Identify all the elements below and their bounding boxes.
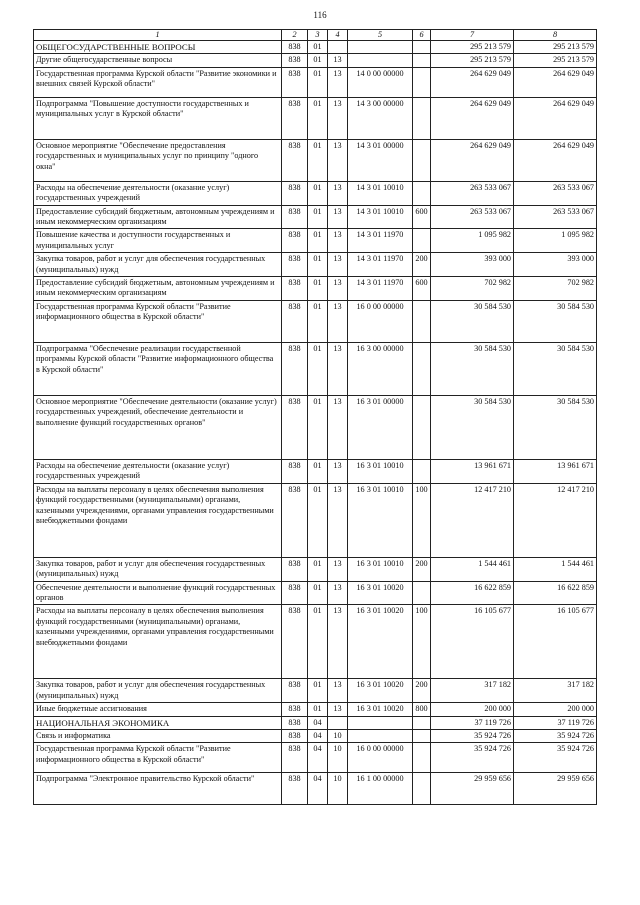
- amount-col-8: 393 000: [514, 253, 597, 277]
- section-code: 04: [308, 743, 328, 773]
- section-code: 04: [308, 729, 328, 742]
- table-row: [34, 300, 597, 342]
- col-header-1: 1: [34, 30, 282, 41]
- row-label: Предоставление субсидий бюджетным, автономным учреждениям и иным некоммерческим организациям: [34, 277, 282, 301]
- target-article-code: 16 3 01 10020: [348, 605, 413, 679]
- table-row: [34, 581, 597, 605]
- section-code: 01: [308, 459, 328, 483]
- ministry-code: 838: [282, 459, 308, 483]
- table-row: [34, 773, 597, 805]
- section-code: 01: [308, 581, 328, 605]
- amount-col-7: 393 000: [431, 253, 514, 277]
- row-label: Государственная программа Курской области "Развитие информационного общества в Курской области": [34, 743, 282, 773]
- row-label: Обеспечение деятельности и выполнение функций государственных органов: [34, 581, 282, 605]
- amount-col-7: 264 629 049: [431, 97, 514, 139]
- amount-col-8: 37 119 726: [514, 716, 597, 729]
- target-article-code: 14 3 01 11970: [348, 277, 413, 301]
- table-row: [34, 67, 597, 97]
- amount-col-7: 16 622 859: [431, 581, 514, 605]
- ministry-code: 838: [282, 557, 308, 581]
- col-header-4: 4: [328, 30, 348, 41]
- subsection-code: 13: [328, 342, 348, 395]
- section-code: 01: [308, 229, 328, 253]
- expense-type-code: [413, 67, 431, 97]
- amount-col-8: 12 417 210: [514, 483, 597, 557]
- amount-col-8: 702 982: [514, 277, 597, 301]
- amount-col-8: 16 105 677: [514, 605, 597, 679]
- target-article-code: 14 0 00 00000: [348, 67, 413, 97]
- ministry-code: 838: [282, 395, 308, 459]
- subsection-code: 13: [328, 679, 348, 703]
- target-article-code: 16 3 01 10020: [348, 703, 413, 716]
- subsection-code: 13: [328, 277, 348, 301]
- amount-col-8: 317 182: [514, 679, 597, 703]
- table-row: [34, 395, 597, 459]
- subsection-code: 13: [328, 703, 348, 716]
- ministry-code: 838: [282, 139, 308, 181]
- table-row: [34, 342, 597, 395]
- section-code: 04: [308, 773, 328, 805]
- amount-col-8: 1 544 461: [514, 557, 597, 581]
- amount-col-8: 30 584 530: [514, 395, 597, 459]
- ministry-code: 838: [282, 67, 308, 97]
- row-label: Подпрограмма "Электронное правительство Курской области": [34, 773, 282, 805]
- target-article-code: 16 3 01 10010: [348, 557, 413, 581]
- amount-col-8: 29 959 656: [514, 773, 597, 805]
- amount-col-8: 263 533 067: [514, 181, 597, 205]
- expense-type-code: 200: [413, 253, 431, 277]
- amount-col-8: 13 961 671: [514, 459, 597, 483]
- amount-col-7: 264 629 049: [431, 139, 514, 181]
- table-row: [34, 229, 597, 253]
- ministry-code: 838: [282, 229, 308, 253]
- subsection-code: 13: [328, 300, 348, 342]
- section-code: 01: [308, 67, 328, 97]
- subsection-code: 13: [328, 229, 348, 253]
- section-code: 01: [308, 54, 328, 67]
- target-article-code: 14 3 01 00000: [348, 139, 413, 181]
- row-label: Расходы на выплаты персоналу в целях обеспечения выполнения функций государственными (муниципальными) органами, казенными учреждениями, органами управления государственными внебюджетными фондами: [34, 605, 282, 679]
- row-label: Расходы на обеспечение деятельности (оказание услуг) государственных учреждений: [34, 181, 282, 205]
- expense-type-code: [413, 41, 431, 54]
- row-label: Иные бюджетные ассигнования: [34, 703, 282, 716]
- amount-col-7: 200 000: [431, 703, 514, 716]
- amount-col-7: 35 924 726: [431, 729, 514, 742]
- row-label: Государственная программа Курской области "Развитие информационного общества в Курской области": [34, 300, 282, 342]
- amount-col-8: 35 924 726: [514, 743, 597, 773]
- expense-type-code: [413, 581, 431, 605]
- row-label: ОБЩЕГОСУДАРСТВЕННЫЕ ВОПРОСЫ: [34, 41, 282, 54]
- subsection-code: 13: [328, 459, 348, 483]
- subsection-code: 13: [328, 67, 348, 97]
- ministry-code: 838: [282, 729, 308, 742]
- ministry-code: 838: [282, 205, 308, 229]
- table-row: [34, 97, 597, 139]
- subsection-code: 13: [328, 581, 348, 605]
- expense-type-code: [413, 773, 431, 805]
- row-label: Закупка товаров, работ и услуг для обеспечения государственных (муниципальных) нужд: [34, 679, 282, 703]
- amount-col-7: 35 924 726: [431, 743, 514, 773]
- col-header-7: 7: [431, 30, 514, 41]
- subsection-code: 13: [328, 253, 348, 277]
- subsection-code: 13: [328, 557, 348, 581]
- target-article-code: [348, 729, 413, 742]
- target-article-code: 16 3 01 10010: [348, 459, 413, 483]
- amount-col-8: 30 584 530: [514, 300, 597, 342]
- amount-col-7: 295 213 579: [431, 41, 514, 54]
- expense-type-code: [413, 139, 431, 181]
- ministry-code: 838: [282, 342, 308, 395]
- col-header-6: 6: [413, 30, 431, 41]
- target-article-code: 16 0 00 00000: [348, 743, 413, 773]
- target-article-code: 14 3 00 00000: [348, 97, 413, 139]
- ministry-code: 838: [282, 679, 308, 703]
- expense-type-code: 600: [413, 277, 431, 301]
- section-code: 01: [308, 557, 328, 581]
- target-article-code: [348, 716, 413, 729]
- expense-type-code: [413, 729, 431, 742]
- ministry-code: 838: [282, 483, 308, 557]
- row-label: Закупка товаров, работ и услуг для обеспечения государственных (муниципальных) нужд: [34, 253, 282, 277]
- section-code: 01: [308, 97, 328, 139]
- expense-type-code: 100: [413, 483, 431, 557]
- amount-col-8: 200 000: [514, 703, 597, 716]
- table-row: [34, 41, 597, 54]
- ministry-code: 838: [282, 703, 308, 716]
- section-code: 01: [308, 205, 328, 229]
- ministry-code: 838: [282, 743, 308, 773]
- ministry-code: 838: [282, 97, 308, 139]
- section-code: 01: [308, 605, 328, 679]
- table-row: [34, 729, 597, 742]
- amount-col-8: 295 213 579: [514, 54, 597, 67]
- table-row: [34, 277, 597, 301]
- subsection-code: 10: [328, 729, 348, 742]
- col-header-8: 8: [514, 30, 597, 41]
- amount-col-7: 30 584 530: [431, 395, 514, 459]
- section-code: 01: [308, 703, 328, 716]
- expense-type-code: [413, 743, 431, 773]
- ministry-code: 838: [282, 605, 308, 679]
- expense-type-code: [413, 395, 431, 459]
- section-code: 01: [308, 342, 328, 395]
- col-header-2: 2: [282, 30, 308, 41]
- target-article-code: 16 0 00 00000: [348, 300, 413, 342]
- ministry-code: 838: [282, 54, 308, 67]
- section-code: 04: [308, 716, 328, 729]
- row-label: Основное мероприятие "Обеспечение деятельности (оказание услуг) государственных учреждений, обеспечение деятельности и выполнение функций государственных органов": [34, 395, 282, 459]
- amount-col-7: 37 119 726: [431, 716, 514, 729]
- expense-type-code: [413, 459, 431, 483]
- amount-col-7: 1 095 982: [431, 229, 514, 253]
- amount-col-7: 29 959 656: [431, 773, 514, 805]
- amount-col-7: 12 417 210: [431, 483, 514, 557]
- ministry-code: 838: [282, 41, 308, 54]
- expense-type-code: [413, 716, 431, 729]
- target-article-code: 16 1 00 00000: [348, 773, 413, 805]
- amount-col-7: 264 629 049: [431, 67, 514, 97]
- amount-col-7: 263 533 067: [431, 205, 514, 229]
- section-code: 01: [308, 253, 328, 277]
- amount-col-8: 264 629 049: [514, 97, 597, 139]
- expense-type-code: [413, 229, 431, 253]
- table-row: [34, 54, 597, 67]
- row-label: НАЦИОНАЛЬНАЯ ЭКОНОМИКА: [34, 716, 282, 729]
- expense-type-code: 200: [413, 679, 431, 703]
- column-number-row: [34, 30, 597, 41]
- subsection-code: 10: [328, 743, 348, 773]
- amount-col-7: 317 182: [431, 679, 514, 703]
- table-body: [34, 41, 597, 805]
- subsection-code: 13: [328, 139, 348, 181]
- col-header-3: 3: [308, 30, 328, 41]
- row-label: Закупка товаров, работ и услуг для обеспечения государственных (муниципальных) нужд: [34, 557, 282, 581]
- row-label: Предоставление субсидий бюджетным, автономным учреждениям и иным некоммерческим организациям: [34, 205, 282, 229]
- ministry-code: 838: [282, 581, 308, 605]
- row-label: Расходы на обеспечение деятельности (оказание услуг) государственных учреждений: [34, 459, 282, 483]
- table-row: [34, 253, 597, 277]
- subsection-code: [328, 41, 348, 54]
- amount-col-8: 16 622 859: [514, 581, 597, 605]
- table-row: [34, 679, 597, 703]
- row-label: Повышение качества и доступности государственных и муниципальных услуг: [34, 229, 282, 253]
- amount-col-8: 264 629 049: [514, 139, 597, 181]
- row-label: Государственная программа Курской области "Развитие экономики и внешних связей Курской области": [34, 67, 282, 97]
- expense-type-code: 200: [413, 557, 431, 581]
- table-row: [34, 557, 597, 581]
- target-article-code: 16 3 01 10020: [348, 581, 413, 605]
- section-code: 01: [308, 483, 328, 557]
- ministry-code: 838: [282, 253, 308, 277]
- expense-type-code: 600: [413, 205, 431, 229]
- amount-col-7: 702 982: [431, 277, 514, 301]
- table-row: [34, 605, 597, 679]
- target-article-code: 14 3 01 11970: [348, 253, 413, 277]
- amount-col-7: 30 584 530: [431, 300, 514, 342]
- table-row: [34, 181, 597, 205]
- section-code: 01: [308, 139, 328, 181]
- section-code: 01: [308, 300, 328, 342]
- ministry-code: 838: [282, 300, 308, 342]
- ministry-code: 838: [282, 716, 308, 729]
- subsection-code: 10: [328, 773, 348, 805]
- subsection-code: 13: [328, 205, 348, 229]
- table-row: [34, 205, 597, 229]
- target-article-code: 16 3 01 00000: [348, 395, 413, 459]
- section-code: 01: [308, 41, 328, 54]
- target-article-code: 16 3 01 10020: [348, 679, 413, 703]
- amount-col-8: 1 095 982: [514, 229, 597, 253]
- table-row: [34, 703, 597, 716]
- subsection-code: 13: [328, 54, 348, 67]
- section-code: 01: [308, 181, 328, 205]
- amount-col-7: 263 533 067: [431, 181, 514, 205]
- row-label: Другие общегосударственные вопросы: [34, 54, 282, 67]
- target-article-code: 14 3 01 10010: [348, 205, 413, 229]
- section-code: 01: [308, 395, 328, 459]
- ministry-code: 838: [282, 773, 308, 805]
- amount-col-8: 35 924 726: [514, 729, 597, 742]
- subsection-code: 13: [328, 483, 348, 557]
- subsection-code: 13: [328, 181, 348, 205]
- amount-col-7: 295 213 579: [431, 54, 514, 67]
- amount-col-7: 30 584 530: [431, 342, 514, 395]
- subsection-code: 13: [328, 97, 348, 139]
- row-label: Подпрограмма "Повышение доступности государственных и муниципальных услуг в Курской области": [34, 97, 282, 139]
- subsection-code: [328, 716, 348, 729]
- col-header-5: 5: [348, 30, 413, 41]
- target-article-code: 14 3 01 10010: [348, 181, 413, 205]
- expense-type-code: [413, 97, 431, 139]
- row-label: Расходы на выплаты персоналу в целях обеспечения выполнения функций государственными (муниципальными) органами, казенными учреждениями, органами управления государственными внебюджетными фондами: [34, 483, 282, 557]
- target-article-code: [348, 41, 413, 54]
- amount-col-7: 1 544 461: [431, 557, 514, 581]
- table-row: [34, 743, 597, 773]
- amount-col-8: 295 213 579: [514, 41, 597, 54]
- amount-col-7: 16 105 677: [431, 605, 514, 679]
- subsection-code: 13: [328, 395, 348, 459]
- ministry-code: 838: [282, 181, 308, 205]
- row-label: Связь и информатика: [34, 729, 282, 742]
- target-article-code: 16 3 01 10010: [348, 483, 413, 557]
- target-article-code: [348, 54, 413, 67]
- expense-type-code: [413, 54, 431, 67]
- expense-type-code: 800: [413, 703, 431, 716]
- target-article-code: 16 3 00 00000: [348, 342, 413, 395]
- ministry-code: 838: [282, 277, 308, 301]
- expense-type-code: [413, 342, 431, 395]
- section-code: 01: [308, 679, 328, 703]
- target-article-code: 14 3 01 11970: [348, 229, 413, 253]
- row-label: Основное мероприятие "Обеспечение предоставления государственных и муниципальных услуг по принципу "одного окна": [34, 139, 282, 181]
- table-row: [34, 483, 597, 557]
- table-row: [34, 716, 597, 729]
- budget-table: [33, 29, 597, 805]
- table-row: [34, 139, 597, 181]
- page-number: 116: [313, 10, 327, 20]
- amount-col-8: 30 584 530: [514, 342, 597, 395]
- subsection-code: 13: [328, 605, 348, 679]
- row-label: Подпрограмма "Обеспечение реализации государственной программы Курской области "Развитие информационного общества в Курской области": [34, 342, 282, 395]
- table-row: [34, 459, 597, 483]
- amount-col-8: 264 629 049: [514, 67, 597, 97]
- expense-type-code: [413, 181, 431, 205]
- amount-col-7: 13 961 671: [431, 459, 514, 483]
- section-code: 01: [308, 277, 328, 301]
- expense-type-code: 100: [413, 605, 431, 679]
- amount-col-8: 263 533 067: [514, 205, 597, 229]
- expense-type-code: [413, 300, 431, 342]
